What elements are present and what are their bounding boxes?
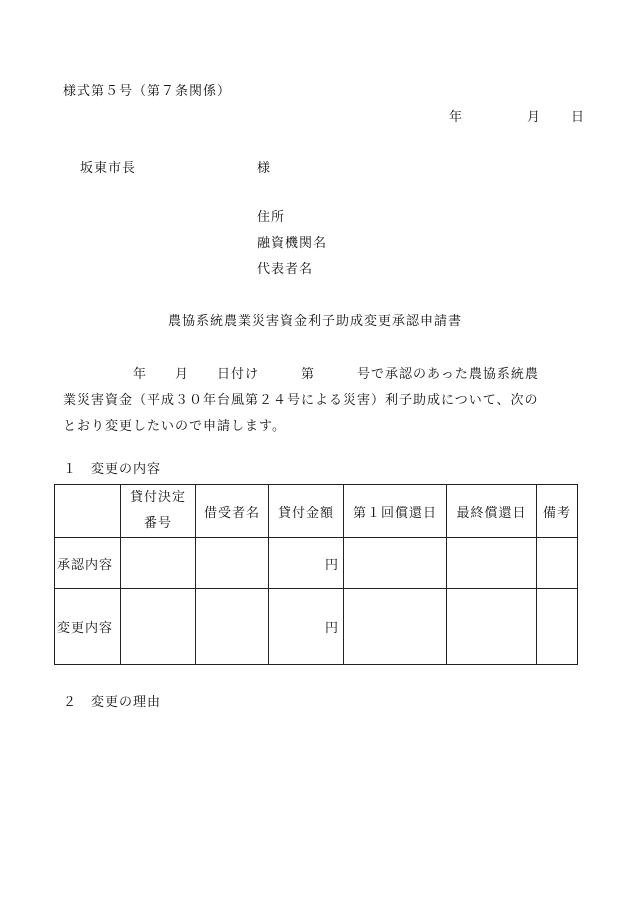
document-title: 農協系統農業災害資金利子助成変更承認申請書 [167,314,462,329]
date-day: 日 [571,110,586,125]
cell-loan-number[interactable] [121,538,196,589]
body-line-3: とおり変更したいので申請します。 [63,419,286,434]
header-empty [55,485,121,538]
cell-remarks[interactable] [537,589,578,665]
header-remarks: 備考 [537,485,578,538]
header-first-repayment: 第１回償還日 [344,485,447,538]
cell-borrower[interactable] [196,589,269,665]
row-label-changed: 変更内容 [55,589,121,665]
institution-label: 融資機関名 [257,236,328,251]
cell-first-repayment[interactable] [344,538,447,589]
cell-first-repayment[interactable] [344,589,447,665]
row-label-approved: 承認内容 [55,538,121,589]
header-loan-decision-number [121,485,196,538]
section-heading-2: ２ 変更の理由 [63,695,162,710]
representative-label: 代表者名 [257,262,314,277]
change-table [54,484,578,665]
cell-loan-number[interactable] [121,589,196,665]
header-loan-decision-line1: 貸付決定 [129,490,186,505]
date-year: 年 [449,110,464,125]
body-line-1: 年 月 日付け 第 号で承認のあった農協系統農 [63,367,539,382]
table-row [55,538,578,589]
table-header-row [55,485,578,538]
body-text [63,362,573,440]
cell-last-repayment[interactable] [447,589,537,665]
cell-last-repayment[interactable] [447,538,537,589]
date-line [449,110,585,126]
honorific: 様 [257,161,272,176]
body-line-2: 業災害資金（平成３０年台風第２４号による災害）利子助成について、次の [63,393,539,408]
addressee: 坂東市長 [80,161,137,176]
header-amount: 貸付金額 [269,485,344,538]
address-label: 住所 [257,210,286,225]
header-last-repayment: 最終償還日 [447,485,537,538]
cell-amount[interactable]: 円 [269,589,344,665]
cell-remarks[interactable] [537,538,578,589]
cell-borrower[interactable] [196,538,269,589]
header-loan-decision-line2: 番号 [143,516,172,531]
date-month: 月 [527,110,542,125]
cell-amount[interactable]: 円 [269,538,344,589]
form-number: 様式第５号（第７条関係） [63,84,232,99]
section-heading-1: １ 変更の内容 [63,462,162,477]
header-borrower: 借受者名 [196,485,269,538]
table-row [55,589,578,665]
